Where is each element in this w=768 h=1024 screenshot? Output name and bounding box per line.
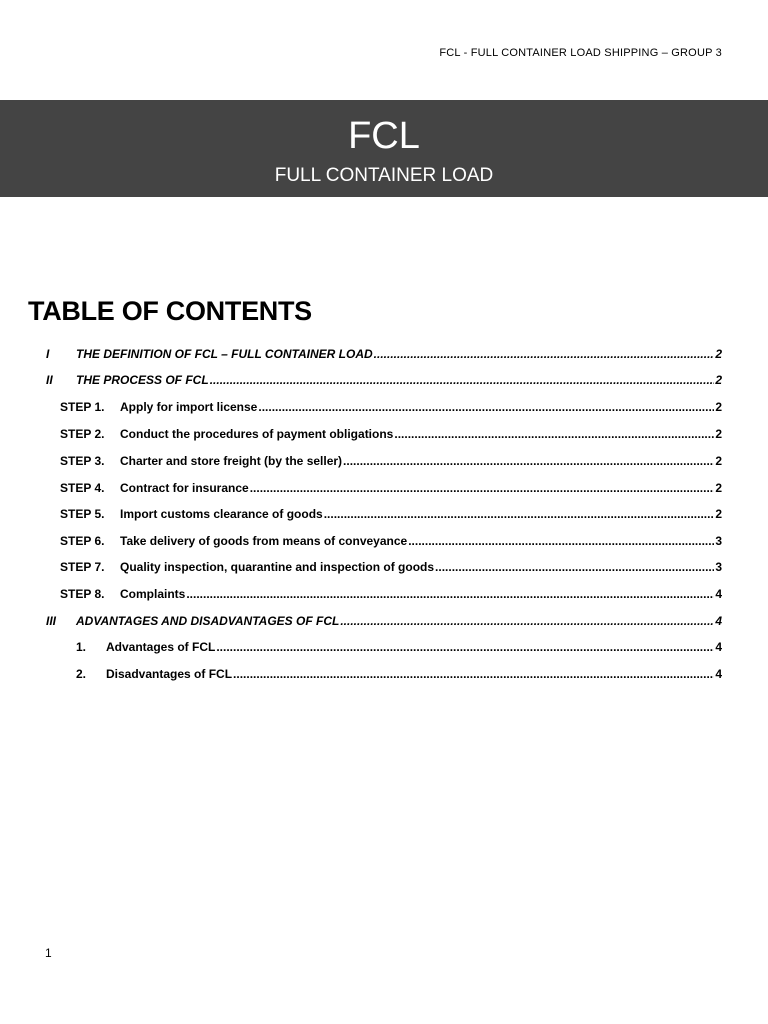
- dot-leader: [210, 373, 715, 387]
- title-banner: [0, 100, 768, 197]
- toc-entry[interactable]: [60, 481, 722, 499]
- toc-entry[interactable]: [60, 507, 722, 525]
- dot-leader: [394, 427, 714, 441]
- dot-leader: [324, 507, 715, 521]
- toc-entry[interactable]: [60, 427, 722, 445]
- toc-entry-number: STEP 6.: [60, 534, 105, 548]
- toc-entry-number: STEP 4.: [60, 481, 105, 495]
- toc-entry-number: STEP 2.: [60, 427, 105, 441]
- toc-entry-title: Complaints: [120, 587, 186, 601]
- toc-entry-title: Apply for import license: [120, 400, 258, 414]
- toc-entry-number: I: [46, 347, 50, 361]
- toc-entry-title: THE DEFINITION OF FCL – FULL CONTAINER LOAD: [76, 347, 373, 361]
- dot-leader: [374, 347, 715, 361]
- toc-entry[interactable]: [60, 534, 722, 552]
- toc-entry-title: Advantages of FCL: [106, 640, 216, 654]
- toc-entry-title: Import customs clearance of goods: [120, 507, 323, 521]
- toc-entry-number: STEP 5.: [60, 507, 105, 521]
- toc-entry-page: 4: [715, 587, 722, 601]
- dot-leader: [216, 640, 714, 654]
- toc-entry[interactable]: [76, 640, 722, 658]
- toc-entry-number: STEP 3.: [60, 454, 105, 468]
- toc-entry-title: THE PROCESS OF FCL: [76, 373, 209, 387]
- running-header: FCL - FULL CONTAINER LOAD SHIPPING – GROUP 3: [439, 47, 722, 59]
- toc-entry-title: Contract for insurance: [120, 481, 249, 495]
- dot-leader: [233, 667, 714, 681]
- dot-leader: [258, 400, 714, 414]
- toc-entry-number: STEP 7.: [60, 560, 105, 574]
- toc-entry-page: 4: [715, 640, 722, 654]
- toc-entry-page: 2: [715, 427, 722, 441]
- dot-leader: [435, 560, 714, 574]
- toc-entry-number: 1.: [76, 640, 87, 654]
- document-subtitle: FULL CONTAINER LOAD: [274, 165, 494, 186]
- toc-entry-title: Disadvantages of FCL: [106, 667, 233, 681]
- toc-entry-number: STEP 1.: [60, 400, 105, 414]
- toc-entry-page: 2: [715, 400, 722, 414]
- toc-entry-page: 2: [715, 454, 722, 468]
- toc-entry-page: 2: [715, 507, 722, 521]
- dot-leader: [408, 534, 714, 548]
- toc-entry[interactable]: [46, 614, 722, 632]
- toc-entry[interactable]: [76, 667, 722, 685]
- toc-entry-page: 2: [715, 347, 722, 361]
- dot-leader: [186, 587, 714, 601]
- page-number: 1: [45, 946, 52, 960]
- toc-entry-title: ADVANTAGES AND DISADVANTAGES OF FCL: [76, 614, 340, 628]
- toc-entry[interactable]: [60, 560, 722, 578]
- toc-entry-page: 3: [715, 560, 722, 574]
- toc-entry-page: 3: [715, 534, 722, 548]
- toc-entry-page: 4: [715, 614, 722, 628]
- toc-entry[interactable]: [60, 400, 722, 418]
- toc-entry-title: Take delivery of goods from means of conveyance: [120, 534, 408, 548]
- toc-heading: TABLE OF CONTENTS: [28, 296, 312, 326]
- dot-leader: [343, 454, 714, 468]
- toc-entry-number: STEP 8.: [60, 587, 105, 601]
- toc-entry-title: Conduct the procedures of payment obligations: [120, 427, 394, 441]
- toc-entry-page: 4: [715, 667, 722, 681]
- document-title: FCL: [348, 115, 420, 157]
- toc-entry[interactable]: [46, 373, 722, 391]
- toc-entry-title: Charter and store freight (by the seller): [120, 454, 343, 468]
- toc-entry-number: 2.: [76, 667, 87, 681]
- toc-entry[interactable]: [60, 454, 722, 472]
- dot-leader: [340, 614, 714, 628]
- toc-entry[interactable]: [46, 347, 722, 365]
- toc-entry-page: 2: [715, 373, 722, 387]
- toc-entry-page: 2: [715, 481, 722, 495]
- toc-entry[interactable]: [60, 587, 722, 605]
- toc-entry-number: III: [46, 614, 57, 628]
- toc-entry-number: II: [46, 373, 53, 387]
- toc-entry-title: Quality inspection, quarantine and inspection of goods: [120, 560, 435, 574]
- dot-leader: [250, 481, 715, 495]
